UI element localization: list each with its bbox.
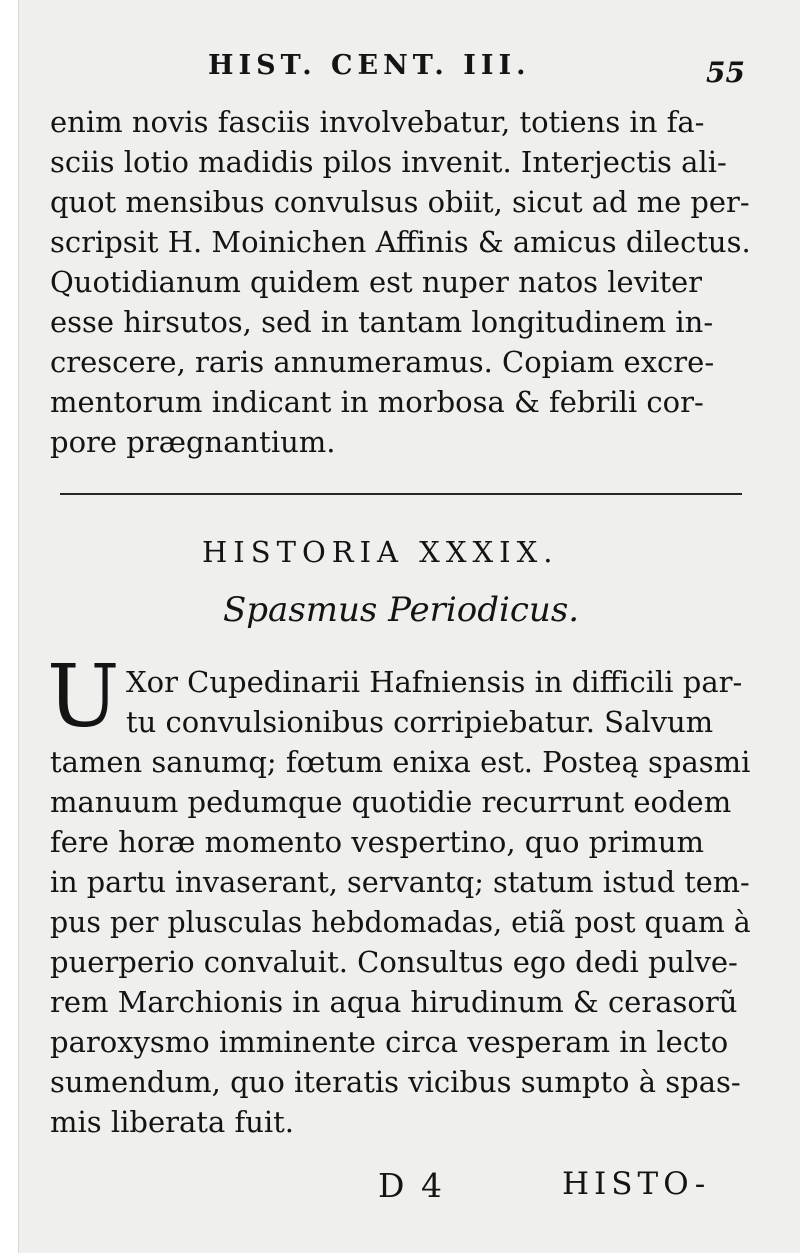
text-line: sumendum, quo iteratis vicibus sumpto à spas- — [50, 1065, 741, 1099]
page-number: 55 — [706, 56, 745, 89]
text-line: pore prægnantium. — [50, 425, 336, 459]
text-line: crescere, raris annumeramus. Copiam excre- — [50, 345, 715, 379]
text-line: fere horæ momento vespertino, quo primum — [50, 825, 705, 859]
text-line: Xor Cupedinarii Hafniensis in difficili par- — [126, 665, 743, 699]
text-line: puerperio convaluit. Consultus ego dedi pulve- — [50, 945, 738, 979]
signature-mark: D 4 — [378, 1166, 445, 1205]
running-title: HIST. CENT. III. — [208, 50, 531, 81]
text-line: mentorum indicant in morbosa & febrili cor- — [50, 385, 704, 419]
text-line: in partu invaserant, servantq; statum istud tem- — [50, 865, 750, 899]
text-line: quot mensibus convulsus obiit, sicut ad me per- — [50, 185, 750, 219]
text-line: esse hirsutos, sed in tantam longitudinem in- — [50, 305, 714, 339]
history-body — [50, 662, 750, 1142]
text-line: rem Marchionis in aqua hirudinum & cerasorũ — [50, 985, 738, 1019]
text-line: sciis lotio madidis pilos invenit. Interjectis ali- — [50, 145, 727, 179]
history-subtitle: Spasmus Periodicus. — [223, 590, 580, 630]
page-footer — [0, 1166, 800, 1216]
page-gutter — [0, 0, 19, 1253]
text-line: pus per plusculas hebdomadas, etiã post quam à — [50, 905, 751, 939]
top-paragraph — [50, 102, 750, 462]
drop-cap-initial: U — [47, 647, 120, 747]
text-line: scripsit H. Moinichen Affinis & amicus dilectus. — [50, 225, 751, 259]
running-head — [0, 50, 800, 94]
text-line: manuum pedumque quotidie recurrunt eodem — [50, 785, 732, 819]
text-line: mis liberata fuit. — [50, 1105, 295, 1139]
text-line: paroxysmo imminente circa vesperam in lecto — [50, 1025, 729, 1059]
text-line: Quotidianum quidem est nuper natos leviter — [50, 265, 703, 299]
section-divider — [60, 493, 742, 495]
text-line: enim novis fasciis involvebatur, totiens in fa- — [50, 105, 705, 139]
history-heading: HISTORIA XXXIX. — [202, 535, 559, 569]
text-line: tu convulsionibus corripiebatur. Salvum — [126, 705, 714, 739]
text-line: tamen sanumq; fœtum enixa est. Posteą spasmi — [50, 745, 751, 779]
catchword: HISTO- — [562, 1166, 711, 1202]
